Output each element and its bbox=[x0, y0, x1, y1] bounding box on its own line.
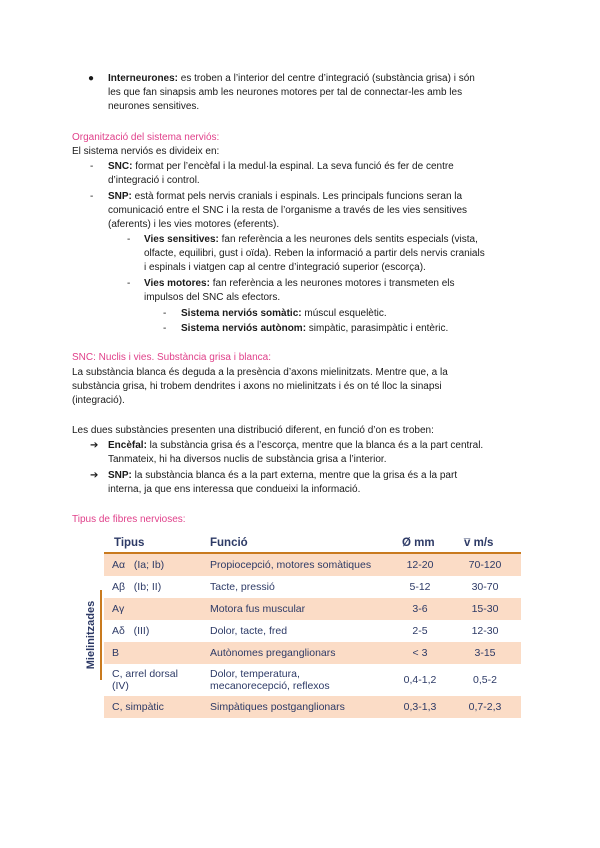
bullet-icon: ● bbox=[88, 73, 95, 84]
cell-funcio: Autònomes preganglionars bbox=[210, 647, 336, 659]
cell-diam: 0,4-1,2 bbox=[403, 674, 437, 686]
snp-substancia-item: SNP: la substància blanca és a la part externa, mentre que la grisa és a la part bbox=[108, 470, 458, 481]
header-velocitat: v̅ m/s bbox=[464, 537, 494, 549]
cell-tipus: C, simpàtic bbox=[112, 701, 164, 713]
dash-icon: - bbox=[127, 278, 131, 289]
paragraph: Les dues substàncies presenten una distribució diferent, en funció d’on es troben: bbox=[72, 425, 434, 436]
header-tipus: Tipus bbox=[114, 537, 145, 549]
arrow-right-icon: ➔ bbox=[90, 440, 99, 451]
cell-vel: 15-30 bbox=[471, 603, 499, 615]
table-row bbox=[104, 664, 521, 696]
cell-tipus: Aγ bbox=[112, 603, 125, 615]
table-row bbox=[104, 696, 521, 718]
cell-diam: < 3 bbox=[412, 647, 428, 659]
cell-funcio: Dolor, tacte, fred bbox=[210, 625, 288, 637]
cell-vel: 0,7-2,3 bbox=[468, 701, 502, 713]
cell-funcio: Tacte, pressió bbox=[210, 581, 275, 593]
vies-sensitives-item: Vies sensitives: fan referència a les neurones dels sentits especials (vista, bbox=[144, 234, 478, 245]
cell-funcio: Simpàtiques postganglionars bbox=[210, 701, 345, 713]
table-row bbox=[104, 598, 521, 620]
cell-funcio: Propiocepció, motores somàtiques bbox=[210, 559, 372, 571]
cell-vel: 70-120 bbox=[468, 559, 502, 571]
cell-funcio: Dolor, temperatura, mecanorecepció, reflexos bbox=[210, 668, 330, 692]
interneurones-term: Interneurones: bbox=[108, 73, 179, 84]
table-row bbox=[104, 620, 521, 642]
dash-icon: - bbox=[90, 161, 94, 172]
cell-tipus: C, arrel dorsal (IV) bbox=[112, 668, 178, 692]
encefal-item: Encèfal: la substància grisa és a l’escorça, mentre que la blanca és a la part central. bbox=[108, 440, 484, 451]
dash-icon: - bbox=[90, 191, 94, 202]
section-heading-organitzacio: Organització del sistema nerviós: bbox=[72, 132, 220, 143]
table-row bbox=[104, 642, 521, 664]
cell-funcio: Motora fus muscular bbox=[210, 603, 306, 615]
header-funcio: Funció bbox=[210, 537, 248, 549]
arrow-right-icon: ➔ bbox=[90, 470, 99, 481]
dash-icon: - bbox=[163, 308, 167, 319]
cell-tipus: Aβ (Ib; II) bbox=[112, 581, 162, 593]
cell-diam: 12-20 bbox=[406, 559, 434, 571]
paragraph: La substància blanca és deguda a la presència d’axons mielinitzats. Mentre que, a la bbox=[72, 367, 448, 378]
dash-icon: - bbox=[163, 323, 167, 334]
cell-diam: 2-5 bbox=[412, 625, 428, 637]
cell-diam: 0,3-1,3 bbox=[403, 701, 437, 713]
section-intro: El sistema nerviós es divideix en: bbox=[72, 146, 220, 157]
dash-icon: - bbox=[127, 234, 131, 245]
header-diametre: Ø mm bbox=[402, 537, 435, 549]
somatic-item: Sistema nerviós somàtic: múscul esquelètic. bbox=[181, 308, 387, 319]
side-label: Mielinitzades bbox=[82, 590, 102, 680]
table-row bbox=[104, 576, 521, 598]
section-heading-snc: SNC: Nuclis i vies. Substància grisa i blanca: bbox=[72, 352, 271, 363]
autonom-item: Sistema nerviós autònom: simpàtic, parasimpàtic i entèric. bbox=[181, 323, 449, 334]
cell-vel: 0,5-2 bbox=[473, 674, 497, 686]
cell-vel: 3-15 bbox=[474, 647, 496, 659]
table-header bbox=[104, 530, 521, 554]
section-heading-fibres: Tipus de fibres nervioses: bbox=[72, 514, 186, 525]
cell-tipus: B bbox=[112, 647, 120, 659]
cell-tipus: Aα (Ia; Ib) bbox=[112, 559, 165, 571]
snp-item: SNP: està format pels nervis cranials i espinals. Les principals funcions seran la bbox=[108, 191, 463, 202]
cell-vel: 30-70 bbox=[471, 581, 499, 593]
vies-motores-item: Vies motores: fan referència a les neurones motores i transmeten els bbox=[144, 278, 455, 289]
cell-vel: 12-30 bbox=[471, 625, 499, 637]
cell-diam: 5-12 bbox=[409, 581, 431, 593]
cell-tipus: Aδ (III) bbox=[112, 625, 150, 637]
snc-item: SNC: format per l’encèfal i la medul·la espinal. La seva funció és fer de centre bbox=[108, 161, 454, 172]
cell-diam: 3-6 bbox=[412, 603, 428, 615]
fibres-table bbox=[78, 530, 521, 725]
table-row bbox=[104, 554, 521, 576]
